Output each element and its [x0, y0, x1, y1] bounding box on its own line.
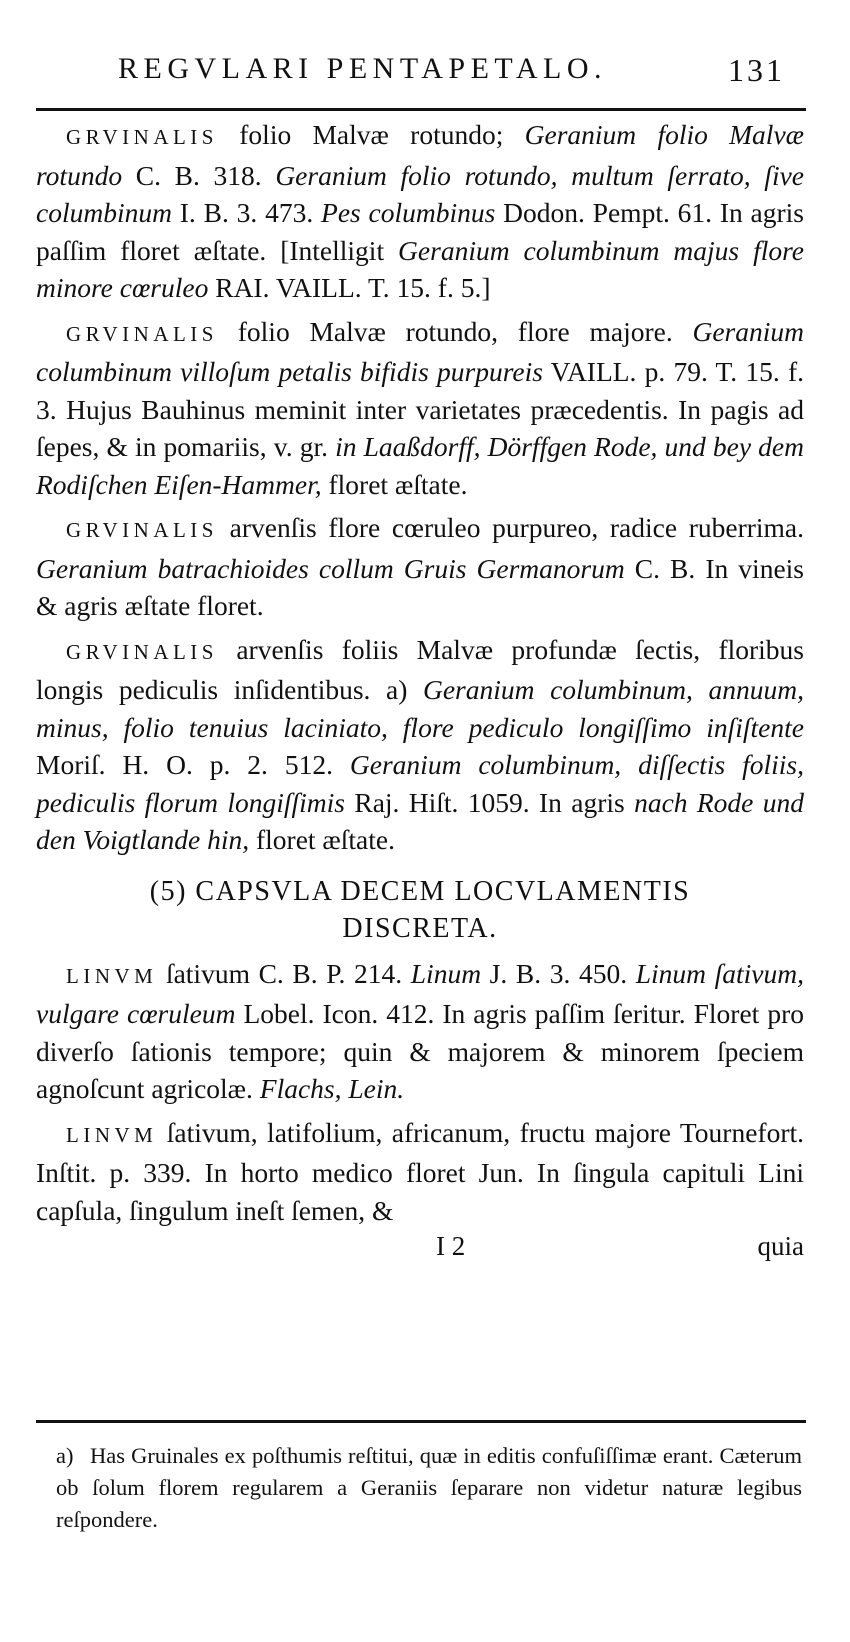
italic-citation: Geranium columbinum, diſſectis foliis, pediculis florum longiſſimis [36, 749, 804, 818]
italic-citation: Flachs, Lein. [259, 1073, 405, 1104]
gruinalis-entries [36, 116, 804, 859]
entry-text: Dodon. Pempt. 61. In agris paſſim floret æſtate. [Intelligit [36, 197, 804, 266]
italic-citation: Pes columbinus [321, 197, 496, 228]
entry-text: floret æſtate. [249, 824, 395, 855]
section-heading [36, 873, 804, 947]
main-text [36, 116, 804, 1269]
entry-paragraph [36, 116, 804, 307]
entry-text: ſativum C. B. P. 214. [157, 957, 411, 989]
footnote-marker: a) [56, 1443, 74, 1468]
entry-text: ſativum, latifolium, africanum, fructu majore Tournefort. Inſtit. p. 339. In horto medico floret Jun. In ſingula capituli Lini capſula, ſingulum ineſt ſemen, & [36, 1116, 804, 1226]
entry-text: C. B. In vineis & agris æſtate floret. [36, 552, 804, 621]
header-rule [36, 108, 806, 111]
italic-citation: Geranium columbinum villoſum petalis bifidis purpureis [36, 315, 804, 387]
italic-citation: Linum [410, 957, 482, 989]
entry-text: I. B. 3. 473. [171, 197, 322, 228]
italic-citation: Geranium columbinum, annuum, minus, folio tenuius laciniato, flore pediculo longiſſimo inſiſtente [36, 674, 804, 743]
entry-text: Raj. Hiſt. 1059. In agris [345, 786, 635, 818]
entry-text: Lobel. Icon. 412. In agris paſſim ſeritur. Floret pro diverſo ſationis tempore; quin & majorem & minorem ſpeciem agnoſcunt agricolæ. [36, 998, 804, 1104]
italic-citation: in Laaßdorff, Dörffgen Rode, und bey dem Rodiſchen Eiſen-Hammer, [36, 431, 804, 500]
linum-entries [36, 955, 804, 1230]
entry-text: C. B. 318. [122, 159, 276, 191]
section-heading-line-2: DISCRETA. [342, 912, 498, 944]
genus-name: LINVM [66, 963, 158, 988]
entry-paragraph [36, 955, 804, 1108]
genus-name: GRVINALIS [66, 639, 218, 664]
entry-paragraph [36, 313, 804, 504]
entry-text: VAILL. p. 79. T. 15. f. 3. Hujus Bauhinus meminit inter varietates præcedentis. In pagis ad ſepes, & in pomariis, v. gr. [36, 356, 804, 462]
italic-citation: Geranium folio rotundo, multum ſerrato, ſive columbinum [36, 159, 804, 228]
italic-citation: Geranium batrachioides collum Gruis Germanorum [36, 552, 625, 584]
running-title: REGVLARI PENTAPETALO. [118, 52, 608, 85]
catch-line [36, 1231, 804, 1269]
genus-name: LINVM [66, 1122, 158, 1147]
italic-citation: nach Rode und den Voigtlande hin, [36, 786, 804, 855]
entry-text: J. B. 3. 450. [481, 957, 636, 989]
footnote [56, 1440, 802, 1536]
entry-text: floret æſtate. [321, 468, 468, 500]
page-number: 131 [728, 52, 785, 88]
entry-text: folio Malvæ rotundo, flore majore. [217, 315, 693, 347]
footnote-rule [36, 1420, 806, 1423]
running-head [0, 44, 850, 94]
entry-paragraph [36, 509, 804, 625]
genus-name: GRVINALIS [66, 125, 218, 149]
section-heading-line-1: (5) CAPSVLA DECEM LOCVLAMENTIS [149, 875, 691, 907]
footnote-text: Has Gruinales ex poſthumis reſtitui, quæ in editis confuſiſſimæ erant. Cæterum ob ſolum florem regularem a Geraniis ſeparare non videtur naturæ legibus reſpondere. [56, 1443, 802, 1532]
genus-name: GRVINALIS [66, 321, 218, 346]
entry-text: arvenſis flore cœruleo purpureo, radice ruberrima. [217, 512, 804, 543]
entry-paragraph [36, 631, 804, 859]
entry-text: arvenſis foliis Malvæ profundæ ſectis, floribus longis pediculis inſidentibus. a) [36, 633, 804, 705]
entry-text: folio Malvæ rotundo; [217, 119, 525, 150]
entry-paragraph [36, 1114, 804, 1230]
italic-citation: Geranium folio Malvæ rotundo [36, 119, 804, 191]
italic-citation: Geranium columbinum majus flore minore cœruleo [36, 234, 804, 303]
entry-text: RAI. VAILL. T. 15. f. 5.] [208, 272, 491, 303]
signature-mark: I 2 [436, 1231, 466, 1261]
genus-name: GRVINALIS [66, 518, 218, 542]
entry-text: Moriſ. H. O. p. 2. 512. [36, 749, 350, 780]
italic-citation: Linum ſativum, vulgare cœruleum [36, 957, 804, 1029]
catchword: quia [757, 1231, 804, 1261]
